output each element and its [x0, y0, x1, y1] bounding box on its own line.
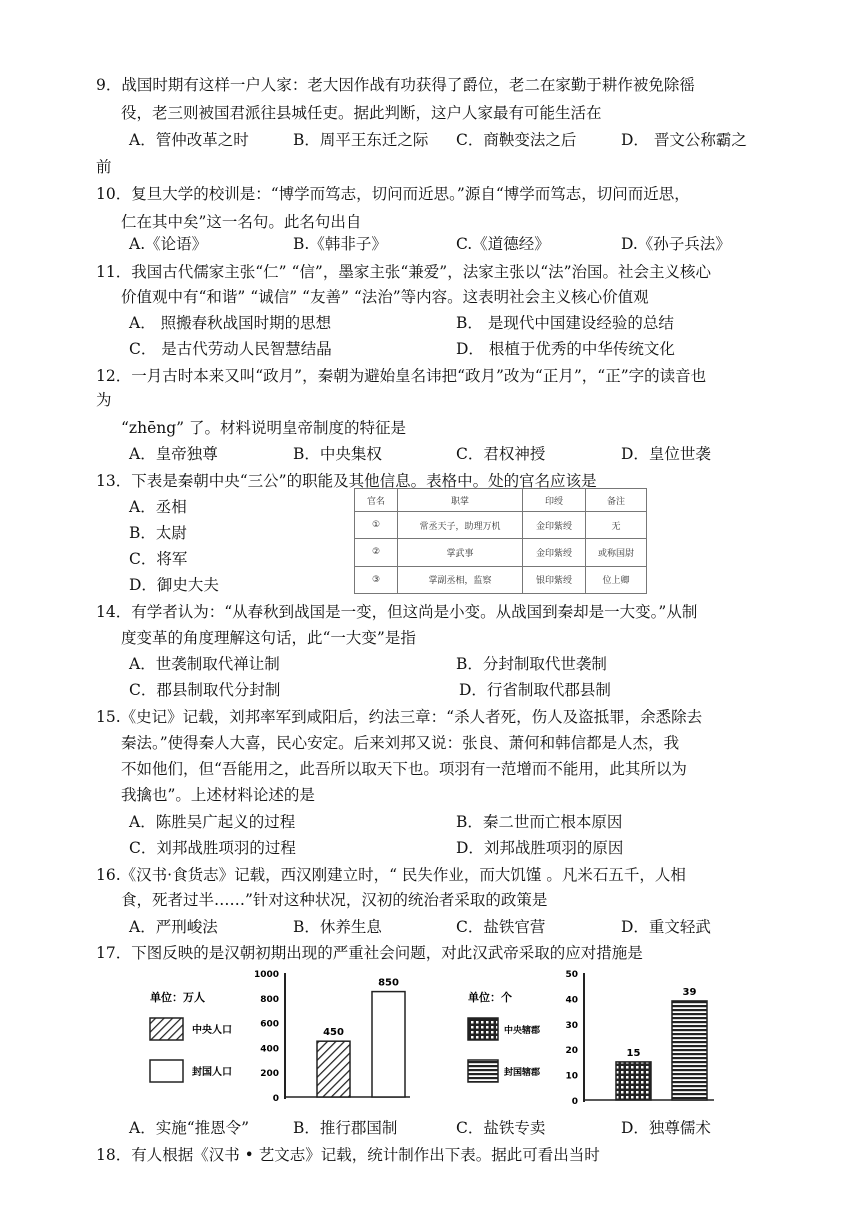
table-cell: 位上卿: [586, 566, 647, 593]
q17-option-c: C．盐铁专卖: [456, 1119, 546, 1137]
q12-stem-line1b: 为: [96, 391, 112, 409]
chart2-unit-label: 单位：个: [468, 991, 512, 1004]
q16-option-b: B．休养生息: [293, 918, 382, 936]
q16-stem-line1: 16.《汉书·食货志》记载，西汉刚建立时，“ 民失作业，而大饥馑 。凡米石五千，人相: [96, 866, 686, 884]
chart2-legend-label: 封国辖郡: [504, 1068, 541, 1078]
table-header-cell: 职掌: [398, 489, 523, 512]
q15-option-a: A．陈胜吴广起义的过程: [129, 813, 296, 831]
q13-option-b: B．太尉: [129, 524, 187, 542]
q16-option-c: C．盐铁官营: [456, 918, 546, 936]
chart2-legend-swatch-dotted: [468, 1018, 498, 1040]
y-tick-label: 600: [260, 1019, 279, 1030]
q14-stem-line1: 14．有学者认为：“从春秋到战国是一变，但这尚是小变。从战国到秦却是一大变。”从制: [96, 603, 698, 621]
y-tick-label: 20: [565, 1046, 578, 1057]
y-tick-label: 0: [272, 1094, 279, 1104]
bar-value-label: 850: [378, 977, 399, 989]
chart2-legend-swatch-striped: [468, 1060, 498, 1082]
q9-stem-line2: 役，老三则被国君派往县城任吏。据此判断，这户人家最有可能生活在: [121, 104, 602, 122]
q9-stem-line1: 9．战国时期有这样一户人家：老大因作战有功获得了爵位，老二在家勤于耕作被免除徭: [96, 76, 695, 94]
q10-option-a: A.《论语》: [129, 235, 208, 253]
q14-option-d: D．行省制取代郡县制: [459, 681, 611, 699]
table-cell: 无: [586, 512, 647, 539]
q16-option-d: D．重文轻武: [621, 918, 711, 936]
table-cell: 掌副丞相，监察: [398, 566, 523, 593]
bar-value-label: 450: [323, 1027, 344, 1039]
chart1-legend-label: 封国人口: [192, 1067, 232, 1078]
y-tick-label: 0: [571, 1097, 578, 1107]
q12-option-a: A．皇帝独尊: [129, 445, 218, 463]
q12-option-d: D．皇位世袭: [621, 445, 711, 463]
q17-stem-line1: 17．下图反映的是汉朝初期出现的严重社会问题，对此汉武帝采取的应对措施是: [96, 944, 643, 962]
bar-value-label: 15: [626, 1047, 641, 1059]
q12-stem-line1: 12．一月古时本来又叫“政月”，秦朝为避始皇名讳把“政月”改为“正月”，“正”字的读音也: [96, 367, 707, 385]
table-header-cell: 官名: [355, 489, 398, 512]
q18-stem-line1: 18．有人根据《汉书 • 艺文志》记载，统计制作出下表。据此可看出当时: [96, 1146, 600, 1164]
q15-option-c: C．刘邦战胜项羽的过程: [129, 839, 296, 857]
table-cell: ②: [355, 539, 398, 566]
q11-option-b: B． 是现代中国建设经验的总结: [456, 314, 674, 332]
q14-option-a: A．世袭制取代禅让制: [129, 655, 280, 673]
table-header-row: [355, 489, 647, 512]
table-cell: 金印紫绶: [523, 539, 586, 566]
q14-option-b: B．分封制取代世袭制: [456, 655, 607, 673]
bar-value-label: 39: [682, 986, 697, 998]
q13-table: [354, 488, 647, 594]
bar-中央人口: [317, 1041, 350, 1097]
q10-stem-line2: 仁在其中矣”这一名句。此名句出自: [121, 213, 362, 231]
q11-stem-line2: 价值观中有“和谐” “诚信” “友善” “法治”等内容。这表明社会主义核心价值观: [121, 288, 649, 306]
q11-option-d: D． 根植于优秀的中华传统文化: [456, 340, 675, 358]
table-cell: 掌武事: [398, 539, 523, 566]
q12-option-b: B．中央集权: [293, 445, 382, 463]
y-tick-label: 30: [565, 1020, 578, 1031]
q12-option-c: C．君权神授: [456, 445, 546, 463]
q12-stem-line2: “zhēng” 了。材料说明皇帝制度的特征是: [121, 419, 407, 437]
q15-option-d: D．刘邦战胜项羽的原因: [456, 839, 624, 857]
table-cell: 金印紫绶: [523, 512, 586, 539]
table-header-cell: 备注: [586, 489, 647, 512]
chart1-legend-swatch-hatched: [150, 1018, 183, 1040]
table-header-cell: 印绶: [523, 489, 586, 512]
q16-stem-line2: 食，死者过半……”针对这种状况，汉初的统治者采取的政策是: [121, 891, 548, 909]
table-cell: 或称国尉: [586, 539, 647, 566]
q17-option-a: A．实施“推恩令”: [129, 1119, 250, 1137]
q15-option-b: B．秦二世而亡根本原因: [456, 813, 623, 831]
q15-stem-line1: 15.《史记》记载，刘邦率军到咸阳后，约法三章：“杀人者死，伤人及盗抵罪，余悉除去: [96, 708, 703, 726]
table-cell: 常丞天子，助理万机: [398, 512, 523, 539]
q14-option-c: C．郡县制取代分封制: [129, 681, 281, 699]
table-row: [355, 539, 647, 566]
q14-stem-line2: 度变革的角度理解这句话，此“一大变”是指: [121, 629, 416, 647]
y-tick-label: 10: [565, 1071, 578, 1082]
table-cell: ③: [355, 566, 398, 593]
q15-stem-line3: 不如他们，但“吾能用之，此吾所以取天下也。项羽有一范增而不能用，此其所以为: [121, 760, 687, 778]
y-tick-label: 800: [260, 994, 279, 1005]
q16-option-a: A．严刑峻法: [129, 918, 218, 936]
commandery-chart: [460, 965, 730, 1115]
q9-option-b: B．周平王东迁之际: [293, 131, 429, 149]
y-tick-label: 400: [260, 1044, 279, 1055]
table-row: [355, 566, 647, 593]
table-cell: 银印紫绶: [523, 566, 586, 593]
chart2-legend-label: 中央辖郡: [504, 1026, 541, 1036]
q13-option-c: C．将军: [129, 550, 188, 568]
q17-option-b: B．推行郡国制: [293, 1119, 398, 1137]
chart1-legend-label: 中央人口: [192, 1025, 232, 1036]
chart1-unit-label: 单位：万人: [150, 991, 205, 1004]
q10-stem-line1: 10．复旦大学的校训是：“博学而笃志，切问而近思。”源自“博学而笃志，切问而近思，: [96, 185, 690, 203]
q9-option-d-cont: 前: [96, 158, 112, 176]
q11-option-c: C． 是古代劳动人民智慧结晶: [129, 340, 332, 358]
table-row: [355, 512, 647, 539]
bar-封国辖郡: [672, 1001, 707, 1100]
y-tick-label: 1000: [253, 970, 279, 980]
q9-option-d: D． 晋文公称霸之: [621, 131, 747, 149]
q15-stem-line2: 秦法。”使得秦人大喜，民心安定。后来刘邦又说：张良、萧何和韩信都是人杰，我: [121, 734, 680, 752]
q17-option-d: D．独尊儒术: [621, 1119, 711, 1137]
q13-option-a: A．丞相: [129, 498, 187, 516]
q11-stem-line1: 11．我国古代儒家主张“仁” “信”，墨家主张“兼爱”，法家主张以“法”治国。社会主义核心: [96, 263, 712, 281]
q13-option-d: D．御史大夫: [129, 576, 219, 594]
y-tick-label: 200: [260, 1069, 279, 1080]
q11-option-a: A． 照搬春秋战国时期的思想: [129, 314, 332, 332]
q13-stem-line1: 13．下表是秦朝中央“三公”的职能及其他信息。表格中。处的官名应该是: [96, 472, 597, 490]
q10-option-c: C.《道德经》: [456, 235, 550, 253]
q10-option-d: D.《孙子兵法》: [621, 235, 731, 253]
bar-中央辖郡: [616, 1062, 651, 1100]
population-chart: [140, 965, 420, 1115]
q9-option-a: A．管仲改革之时: [129, 131, 249, 149]
y-tick-label: 50: [565, 970, 578, 980]
bar-封国人口: [372, 992, 405, 1097]
q9-option-c: C．商鞅变法之后: [456, 131, 577, 149]
q15-stem-line4: 我擒也”。上述材料论述的是: [121, 786, 315, 804]
table-cell: ①: [355, 512, 398, 539]
y-tick-label: 40: [565, 995, 578, 1006]
chart1-legend-swatch-plain: [150, 1060, 183, 1082]
q10-option-b: B.《韩非子》: [293, 235, 387, 253]
